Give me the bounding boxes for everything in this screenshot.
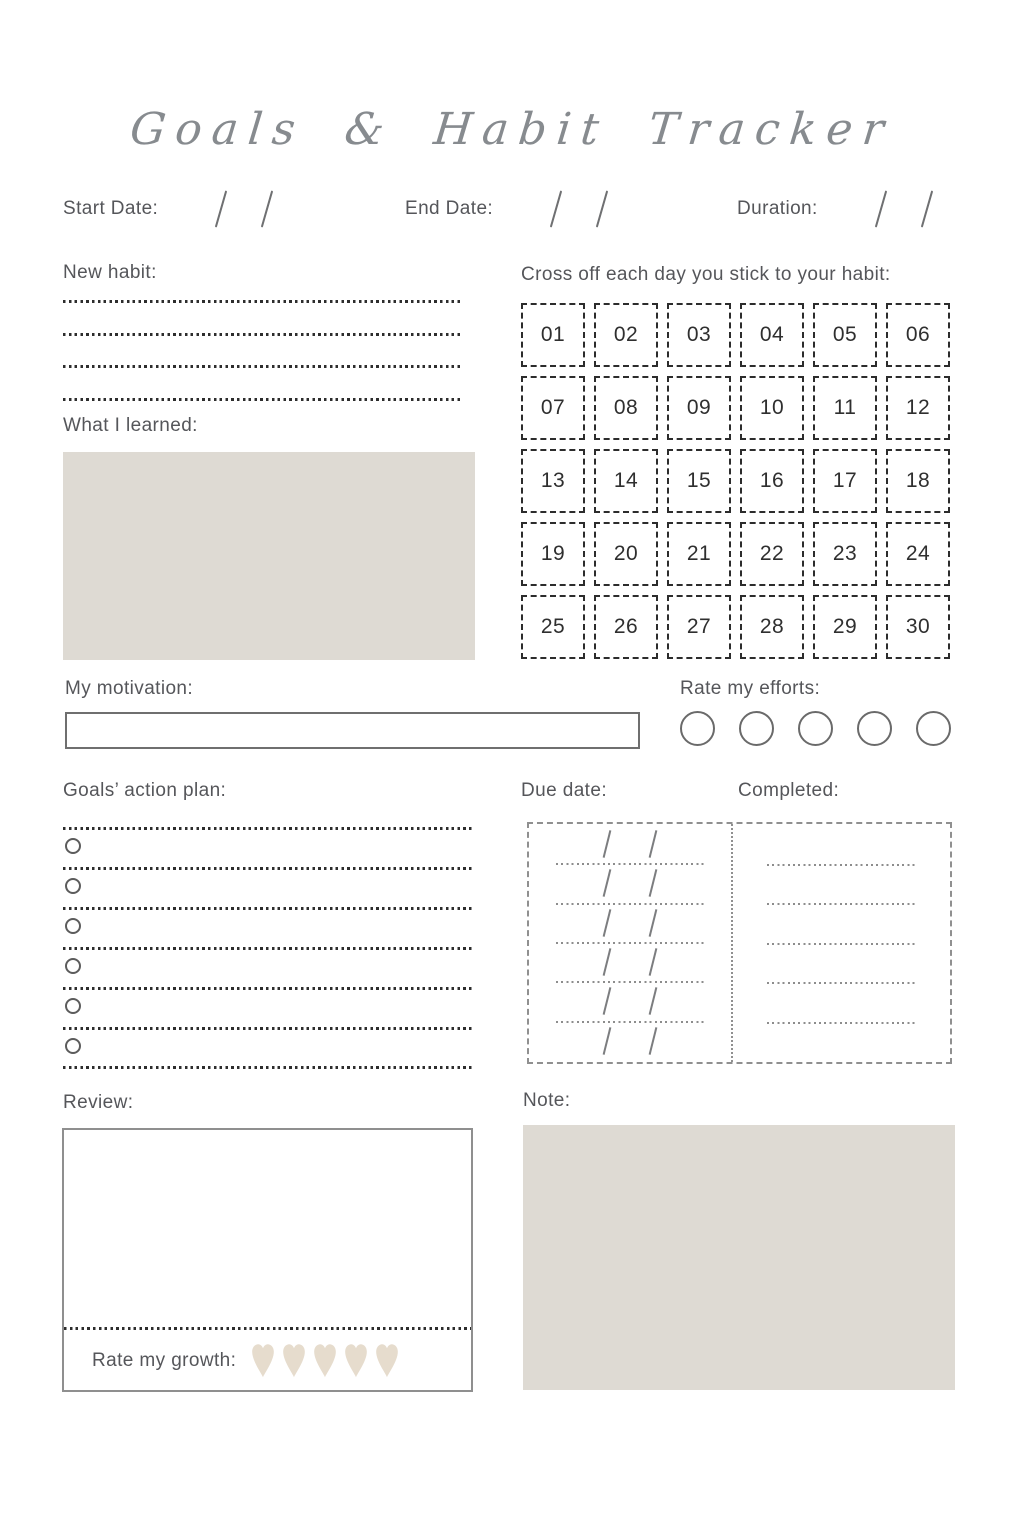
due-date-row[interactable]: [529, 983, 731, 1022]
dotted-line[interactable]: [63, 1066, 472, 1069]
dotted-line: [63, 300, 463, 303]
heart-icon[interactable]: [281, 1342, 307, 1380]
heart-icon[interactable]: [312, 1342, 338, 1380]
day-number: 17: [832, 469, 858, 492]
due-date-row[interactable]: [529, 944, 731, 983]
slash-mark-icon: [215, 190, 227, 227]
day-number: 11: [833, 396, 857, 419]
habit-day-cell[interactable]: [521, 522, 585, 586]
action-bullet-circle[interactable]: [65, 918, 81, 934]
slash-mark-icon: [649, 909, 658, 937]
due-date-row[interactable]: [529, 865, 731, 904]
action-plan-row: [63, 867, 472, 907]
slash-mark-icon: [596, 190, 608, 227]
day-number: 06: [905, 323, 931, 346]
start-date-label: Start Date:: [63, 198, 159, 219]
rate-growth-label: Rate my growth:: [92, 1350, 237, 1371]
day-number: 23: [832, 542, 858, 565]
habit-grid-label: Cross off each day you stick to your habit:: [521, 264, 891, 285]
habit-day-cell[interactable]: [813, 595, 877, 659]
action-plan-row: [63, 907, 472, 947]
due-date-column: [529, 824, 733, 1062]
date-slashes: [529, 948, 731, 976]
rate-efforts-label: Rate my efforts:: [680, 678, 821, 699]
motivation-input[interactable]: [65, 712, 640, 749]
habit-day-cell[interactable]: [667, 522, 731, 586]
action-plan-label: Goals’ action plan:: [63, 780, 227, 801]
slash-mark-icon: [603, 1027, 612, 1055]
slash-mark-icon: [603, 987, 612, 1015]
new-habit-label: New habit:: [63, 262, 157, 283]
completed-row[interactable]: [733, 866, 950, 906]
day-number: 07: [540, 396, 566, 419]
action-plan-row: [63, 1027, 472, 1067]
day-number: 09: [686, 396, 712, 419]
slash-mark-icon: [603, 948, 612, 976]
effort-rating-circle[interactable]: [798, 711, 833, 746]
day-number: 01: [540, 323, 566, 346]
dotted-line[interactable]: [63, 947, 472, 950]
habit-day-cell[interactable]: [740, 376, 804, 440]
effort-rating-circle[interactable]: [857, 711, 892, 746]
completed-row[interactable]: [733, 984, 950, 1024]
habit-day-cell[interactable]: [594, 376, 658, 440]
day-number: 21: [686, 542, 712, 565]
day-number: 14: [613, 469, 639, 492]
note-label: Note:: [523, 1090, 571, 1111]
slash-mark-icon: [649, 948, 658, 976]
day-number: 28: [759, 615, 785, 638]
habit-day-cell[interactable]: [667, 595, 731, 659]
dotted-line: [63, 398, 463, 401]
duration-label: Duration:: [737, 198, 818, 219]
what-i-learned-area[interactable]: [63, 452, 475, 660]
dotted-line: [767, 1022, 917, 1024]
habit-day-cell[interactable]: [740, 449, 804, 513]
action-plan-row: [63, 947, 472, 987]
day-number: 15: [686, 469, 712, 492]
habit-day-cell[interactable]: [594, 303, 658, 367]
completed-row[interactable]: [733, 826, 950, 866]
day-number: 05: [832, 323, 858, 346]
date-slashes: [529, 909, 731, 937]
action-bullet-circle[interactable]: [65, 998, 81, 1014]
day-number: 08: [613, 396, 639, 419]
day-number: 10: [759, 396, 785, 419]
habit-day-cell[interactable]: [594, 522, 658, 586]
dotted-line[interactable]: [63, 907, 472, 910]
slash-mark-icon: [550, 190, 562, 227]
habit-day-cell[interactable]: [886, 595, 950, 659]
due-date-row[interactable]: [529, 1023, 731, 1062]
heart-icon[interactable]: [250, 1342, 276, 1380]
duration-field: [737, 188, 928, 230]
heart-icon[interactable]: [343, 1342, 369, 1380]
due-date-label: Due date:: [521, 780, 607, 801]
day-number: 13: [540, 469, 566, 492]
write-line[interactable]: [63, 300, 463, 333]
habit-day-cell[interactable]: [886, 303, 950, 367]
habit-day-cell[interactable]: [521, 303, 585, 367]
review-label: Review:: [63, 1092, 134, 1113]
effort-rating-circle[interactable]: [739, 711, 774, 746]
dotted-line[interactable]: [63, 827, 472, 830]
habit-day-cell[interactable]: [740, 522, 804, 586]
dotted-line[interactable]: [63, 1027, 472, 1030]
due-date-row[interactable]: [529, 905, 731, 944]
day-number: 04: [759, 323, 785, 346]
completed-row[interactable]: [733, 945, 950, 985]
day-number: 27: [686, 615, 712, 638]
end-date-label: End Date:: [405, 198, 494, 219]
action-plan-rows: [63, 827, 472, 1067]
dotted-line: [63, 333, 463, 336]
habit-day-grid: [521, 303, 950, 659]
write-line[interactable]: [63, 365, 463, 398]
slash-mark-icon: [649, 1027, 658, 1055]
day-number: 26: [613, 615, 639, 638]
habit-day-cell[interactable]: [813, 449, 877, 513]
review-area[interactable]: [62, 1128, 473, 1392]
day-number: 18: [905, 469, 931, 492]
habit-day-cell[interactable]: [594, 595, 658, 659]
effort-rating-circle[interactable]: [916, 711, 951, 746]
day-number: 24: [905, 542, 931, 565]
habit-day-cell[interactable]: [813, 522, 877, 586]
date-slashes: [529, 869, 731, 897]
slash-mark-icon: [603, 830, 612, 858]
habit-day-cell[interactable]: [813, 303, 877, 367]
note-area[interactable]: [523, 1125, 955, 1390]
slash-mark-icon: [649, 830, 658, 858]
habit-day-cell[interactable]: [521, 595, 585, 659]
dotted-line[interactable]: [63, 987, 472, 990]
slash-mark-icon: [875, 190, 887, 227]
habit-day-cell[interactable]: [813, 376, 877, 440]
date-slashes: [529, 1027, 731, 1055]
habit-day-cell[interactable]: [740, 595, 804, 659]
due-date-completed-box: [527, 822, 952, 1064]
slash-mark-icon: [261, 190, 273, 227]
habit-day-cell[interactable]: [740, 303, 804, 367]
dotted-line: [63, 365, 463, 368]
growth-rating-hearts: [250, 1342, 400, 1380]
effort-rating-circles: [680, 711, 951, 746]
completed-label: Completed:: [738, 780, 840, 801]
heart-icon[interactable]: [374, 1342, 400, 1380]
dotted-line: [64, 1327, 471, 1330]
day-number: 02: [613, 323, 639, 346]
habit-day-cell[interactable]: [667, 376, 731, 440]
day-number: 03: [686, 323, 712, 346]
slash-mark-icon: [649, 870, 658, 898]
habit-day-cell[interactable]: [886, 449, 950, 513]
action-plan-row: [63, 987, 472, 1027]
action-bullet-circle[interactable]: [65, 958, 81, 974]
due-date-row[interactable]: [529, 826, 731, 865]
slash-mark-icon: [649, 987, 658, 1015]
write-line[interactable]: [63, 333, 463, 366]
day-number: 16: [759, 469, 785, 492]
slash-mark-icon: [921, 190, 933, 227]
new-habit-write-lines: [63, 300, 463, 430]
date-slashes: [529, 987, 731, 1015]
habit-day-cell[interactable]: [667, 303, 731, 367]
motivation-label: My motivation:: [65, 678, 194, 699]
date-slashes: [529, 830, 731, 858]
habit-day-cell[interactable]: [886, 376, 950, 440]
completed-column: [733, 824, 950, 1062]
end-date-field: [405, 188, 603, 230]
day-number: 25: [540, 615, 566, 638]
slash-mark-icon: [603, 909, 612, 937]
day-number: 12: [905, 396, 931, 419]
habit-day-cell[interactable]: [594, 449, 658, 513]
page-title: Goals & Habit Tracker: [127, 104, 897, 155]
day-number: 30: [905, 615, 931, 638]
what-i-learned-label: What I learned:: [63, 415, 198, 436]
action-plan-row: [63, 827, 472, 867]
dotted-line[interactable]: [63, 867, 472, 870]
slash-mark-icon: [603, 870, 612, 898]
habit-day-cell[interactable]: [667, 449, 731, 513]
day-number: 22: [759, 542, 785, 565]
day-number: 19: [540, 542, 566, 565]
action-bullet-circle[interactable]: [65, 838, 81, 854]
rate-growth-row: [92, 1342, 400, 1380]
effort-rating-circle[interactable]: [680, 711, 715, 746]
action-bullet-circle[interactable]: [65, 878, 81, 894]
habit-day-cell[interactable]: [886, 522, 950, 586]
habit-day-cell[interactable]: [521, 449, 585, 513]
habit-day-cell[interactable]: [521, 376, 585, 440]
day-number: 20: [613, 542, 639, 565]
day-number: 29: [832, 615, 858, 638]
action-bullet-circle[interactable]: [65, 1038, 81, 1054]
completed-row[interactable]: [733, 905, 950, 945]
start-date-field: [63, 188, 268, 230]
